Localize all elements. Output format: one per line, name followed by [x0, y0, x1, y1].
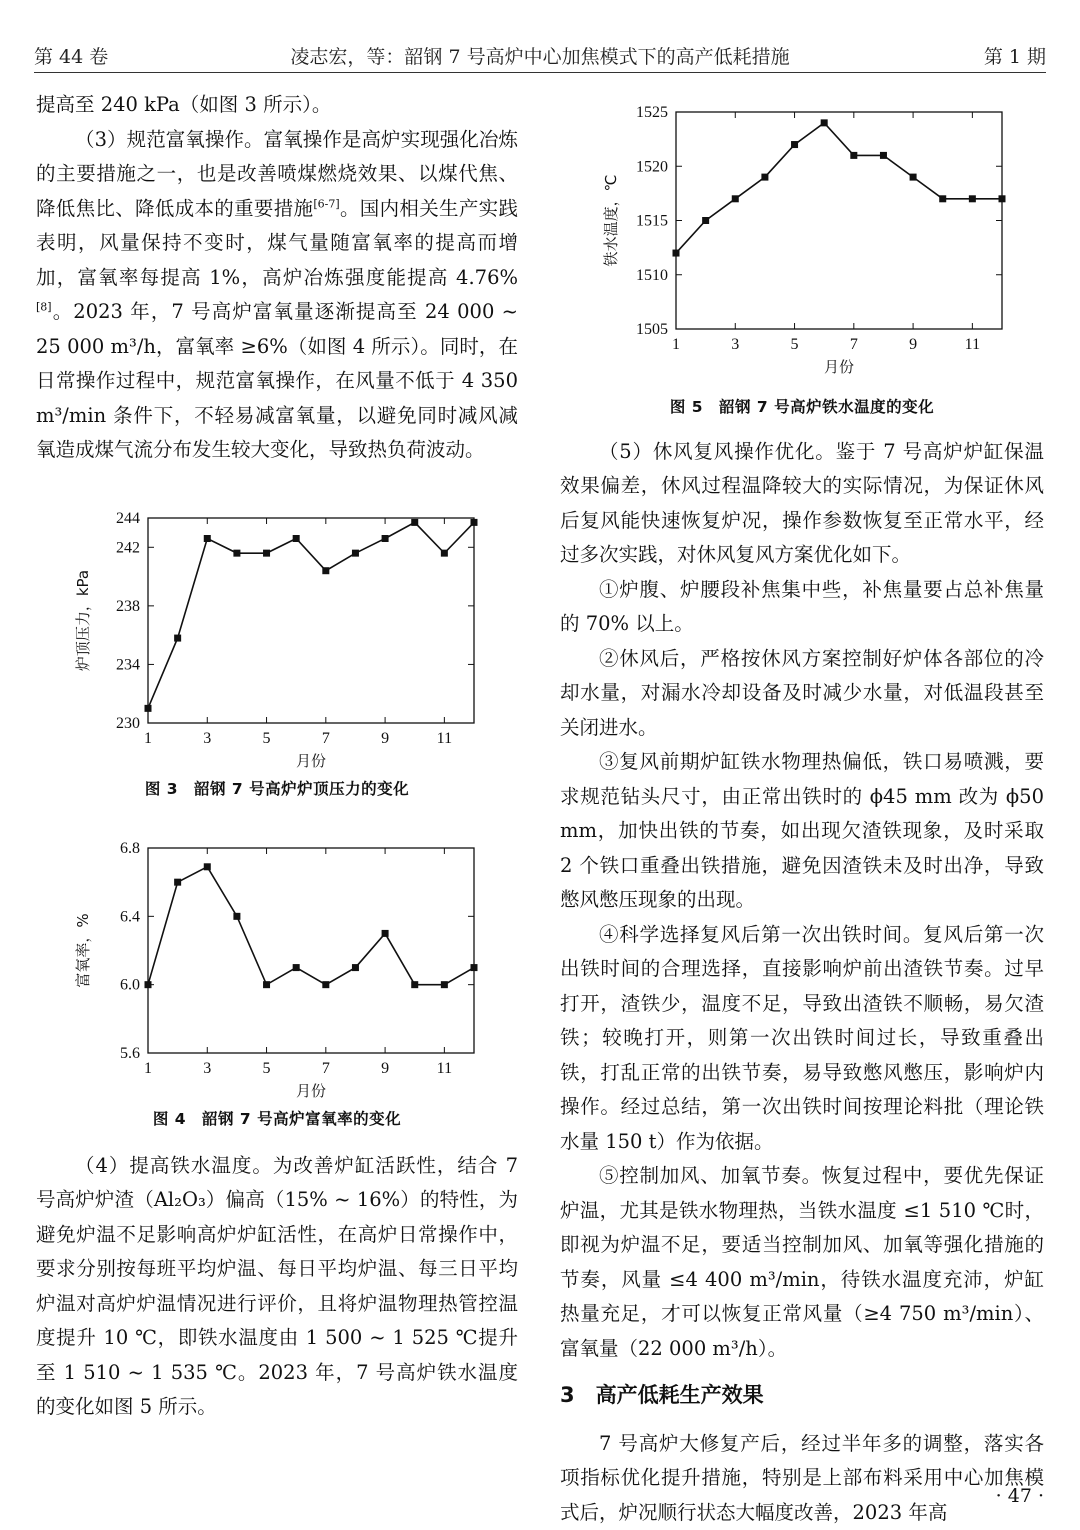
plot-frame: [148, 848, 474, 1053]
plot-frame: [676, 112, 1002, 329]
paragraph-results: 7 号高炉大修复产后，经过半年多的调整，落实各项指标优化提升措施，特别是上部布料采用中心加焦模式后，炉况顺行状态大幅度改善，2023 年高: [560, 1427, 1044, 1530]
y-tick-label: 1525: [636, 104, 668, 121]
y-tick-label: 1520: [636, 158, 668, 175]
series-line: [676, 123, 1002, 253]
data-point: [702, 217, 709, 224]
data-point: [293, 964, 300, 971]
figure-4: [36, 828, 518, 1137]
data-point: [471, 518, 478, 525]
paragraph-blowdown: （5）休风复风操作优化。鉴于 7 号高炉炉缸保温效果偏差，休风过程温降较大的实际情况，为保证休风后复风能快速恢复炉况，操作参数恢复至正常水平，经过多次实践，对休风复风方案优化如下。: [560, 435, 1044, 573]
figure-3: [36, 498, 518, 807]
data-point: [880, 152, 887, 159]
x-tick-label: 1: [672, 336, 680, 353]
y-tick-label: 238: [116, 597, 140, 614]
issue-label: 第 1 期: [984, 42, 1046, 69]
running-header: [34, 38, 1046, 72]
data-point: [969, 195, 976, 202]
x-tick-label: 3: [203, 730, 211, 747]
data-point: [382, 930, 389, 937]
data-point: [761, 174, 768, 181]
y-axis-label: 富氧率，%: [74, 913, 92, 987]
list-item: ①炉腹、炉腰段补焦集中些，补焦量要占总补焦量的 70% 以上。: [560, 573, 1044, 642]
data-point: [174, 879, 181, 886]
y-tick-label: 6.0: [120, 977, 140, 994]
figure-5: [560, 88, 1044, 425]
data-point: [441, 981, 448, 988]
data-point: [352, 549, 359, 556]
header-rule: [34, 72, 1046, 73]
data-point: [471, 964, 478, 971]
data-point: [293, 535, 300, 542]
section-heading: 3 高产低耗生产效果: [560, 1378, 1044, 1413]
figure-5-caption: 图 5 韶钢 7 号高炉铁水温度的变化: [560, 390, 1044, 425]
y-tick-label: 1510: [636, 267, 668, 284]
data-point: [939, 195, 946, 202]
data-point: [411, 981, 418, 988]
data-point: [145, 704, 152, 711]
running-title: 凌志宏，等：韶钢 7 号高炉中心加焦模式下的高产低耗措施: [34, 42, 1046, 69]
data-point: [850, 152, 857, 159]
x-tick-label: 3: [731, 336, 739, 353]
y-tick-label: 6.8: [120, 840, 140, 857]
x-tick-label: 5: [263, 1060, 271, 1077]
plot-frame: [148, 518, 474, 723]
chart-oxygen-rate: [36, 828, 518, 1098]
y-tick-label: 1505: [636, 321, 668, 338]
x-tick-label: 9: [381, 1060, 389, 1077]
citation[interactable]: [6-7]: [313, 197, 339, 210]
data-point: [204, 535, 211, 542]
x-axis-label: 月份: [296, 752, 326, 768]
y-tick-label: 5.6: [120, 1045, 140, 1062]
list-item: ④科学选择复风后第一次出铁时间。复风后第一次出铁时间的合理选择，直接影响炉前出渣铁节奏。过早打开，渣铁少，温度不足，导致出渣铁不顺畅，易欠渣铁；较晚打开，则第一次出铁时间过长，导致重叠出铁，打乱正常的出铁节奏，易导致憋风憋压，影响炉内操作。经过总结，第一次出铁时间按理论料批（理论铁水量 150 t）作为依据。: [560, 918, 1044, 1160]
data-point: [821, 119, 828, 126]
figure-4-caption: 图 4 韶钢 7 号高炉富氧率的变化: [36, 1102, 518, 1137]
data-point: [233, 913, 240, 920]
series-line: [148, 867, 474, 985]
x-tick-label: 11: [437, 1060, 452, 1077]
paragraph: 提高至 240 kPa（如图 3 所示）。: [36, 88, 518, 123]
data-point: [322, 567, 329, 574]
data-point: [382, 535, 389, 542]
data-point: [263, 981, 270, 988]
x-tick-label: 7: [322, 730, 330, 747]
right-column: [560, 88, 1044, 1530]
y-tick-label: 6.4: [120, 908, 140, 925]
data-point: [145, 981, 152, 988]
x-axis-label: 月份: [296, 1082, 326, 1098]
data-point: [910, 174, 917, 181]
list-item: ⑤控制加风、加氧节奏。恢复过程中，要优先保证炉温，尤其是铁水物理热，当铁水温度 ≤1 510 ℃时，即视为炉温不足，要适当控制加风、加氧等强化措施的节奏，风量 ≤4 400 m³/min，待铁水温度充沛，炉缸热量充足，才可以恢复正常风量（≥4 750 m³/min）、富氧量（22 000 m³/h）。: [560, 1159, 1044, 1366]
x-tick-label: 7: [850, 336, 858, 353]
x-tick-label: 1: [144, 730, 152, 747]
data-point: [791, 141, 798, 148]
data-point: [233, 549, 240, 556]
list-item: ③复风前期炉缸铁水物理热偏低，铁口易喷溅，要求规范钻头尺寸，由正常出铁时的 ϕ45 mm 改为 ϕ50 mm，加快出铁的节奏，如出现欠渣铁现象，及时采取 2 个铁口重叠出铁措施，避免因渣铁未及时出净，导致憋风憋压现象的出现。: [560, 745, 1044, 918]
x-axis-label: 月份: [824, 358, 854, 376]
x-tick-label: 11: [437, 730, 452, 747]
data-point: [411, 518, 418, 525]
data-point: [999, 195, 1006, 202]
data-point: [174, 634, 181, 641]
x-tick-label: 11: [965, 336, 980, 353]
x-tick-label: 9: [909, 336, 917, 353]
data-point: [204, 863, 211, 870]
left-column: [36, 88, 518, 1425]
x-tick-label: 5: [263, 730, 271, 747]
y-tick-label: 230: [116, 715, 140, 732]
y-axis-label: 炉顶压力，kPa: [74, 569, 92, 670]
paragraph-hot-metal-temp: （4）提高铁水温度。为改善炉缸活跃性，结合 7 号高炉炉渣（Al₂O₃）偏高（15% ~ 16%）的特性，为避免炉温不足影响高炉炉缸活性，在高炉日常操作中，要求分别按每班平均炉温、每日平均炉温、每三日平均炉温对高炉炉温情况进行评价，且将炉温物理热管控温度提升 10 ℃，即铁水温度由 1 500 ~ 1 525 ℃提升至 1 510 ~ 1 535 ℃。2023 年，7 号高炉铁水温度的变化如图 5 所示。: [36, 1149, 518, 1425]
chart-top-pressure: [36, 498, 518, 768]
y-axis-label: 铁水温度，℃: [602, 175, 620, 267]
data-point: [322, 981, 329, 988]
series-line: [148, 522, 474, 708]
chart-hot-metal-temp: [560, 88, 1044, 388]
page-number: · 47 ·: [996, 1485, 1044, 1507]
y-tick-label: 234: [116, 656, 140, 673]
data-point: [352, 964, 359, 971]
data-point: [441, 549, 448, 556]
x-tick-label: 9: [381, 730, 389, 747]
y-tick-label: 242: [116, 539, 140, 556]
volume-label: 第 44 卷: [34, 42, 108, 69]
data-point: [732, 195, 739, 202]
list-item: ②休风后，严格按休风方案控制好炉体各部位的冷却水量，对漏水冷却设备及时减少水量，对低温段甚至关闭进水。: [560, 642, 1044, 746]
data-point: [263, 549, 270, 556]
data-point: [673, 250, 680, 257]
paragraph-rich-oxygen: （3）规范富氧操作。富氧操作是高炉实现强化冶炼的主要措施之一，也是改善喷煤燃烧效果、以煤代焦、降低焦比、降低成本的重要措施[6-7]。国内相关生产实践表明，风量保持不变时，煤气量随富氧率的提高而增加，富氧率每提高 1%，高炉冶炼强度能提高 4.76%[8]。2023 年，7 号高炉富氧量逐渐提高至 24 000 ~ 25 000 m³/h，富氧率 ≥6%（如图 4 所示）。同时，在日常操作过程中，规范富氧操作，在风量不低于 4 350 m³/min 条件下，不轻易减富氧量，以避免同时减风减氧造成煤气流分布发生较大变化，导致热负荷波动。: [36, 123, 518, 468]
x-tick-label: 3: [203, 1060, 211, 1077]
citation[interactable]: [8]: [36, 301, 52, 314]
figure-3-caption: 图 3 韶钢 7 号高炉炉顶压力的变化: [36, 772, 518, 807]
x-tick-label: 5: [791, 336, 799, 353]
y-tick-label: 1515: [636, 213, 668, 230]
x-tick-label: 1: [144, 1060, 152, 1077]
x-tick-label: 7: [322, 1060, 330, 1077]
y-tick-label: 244: [116, 510, 140, 527]
